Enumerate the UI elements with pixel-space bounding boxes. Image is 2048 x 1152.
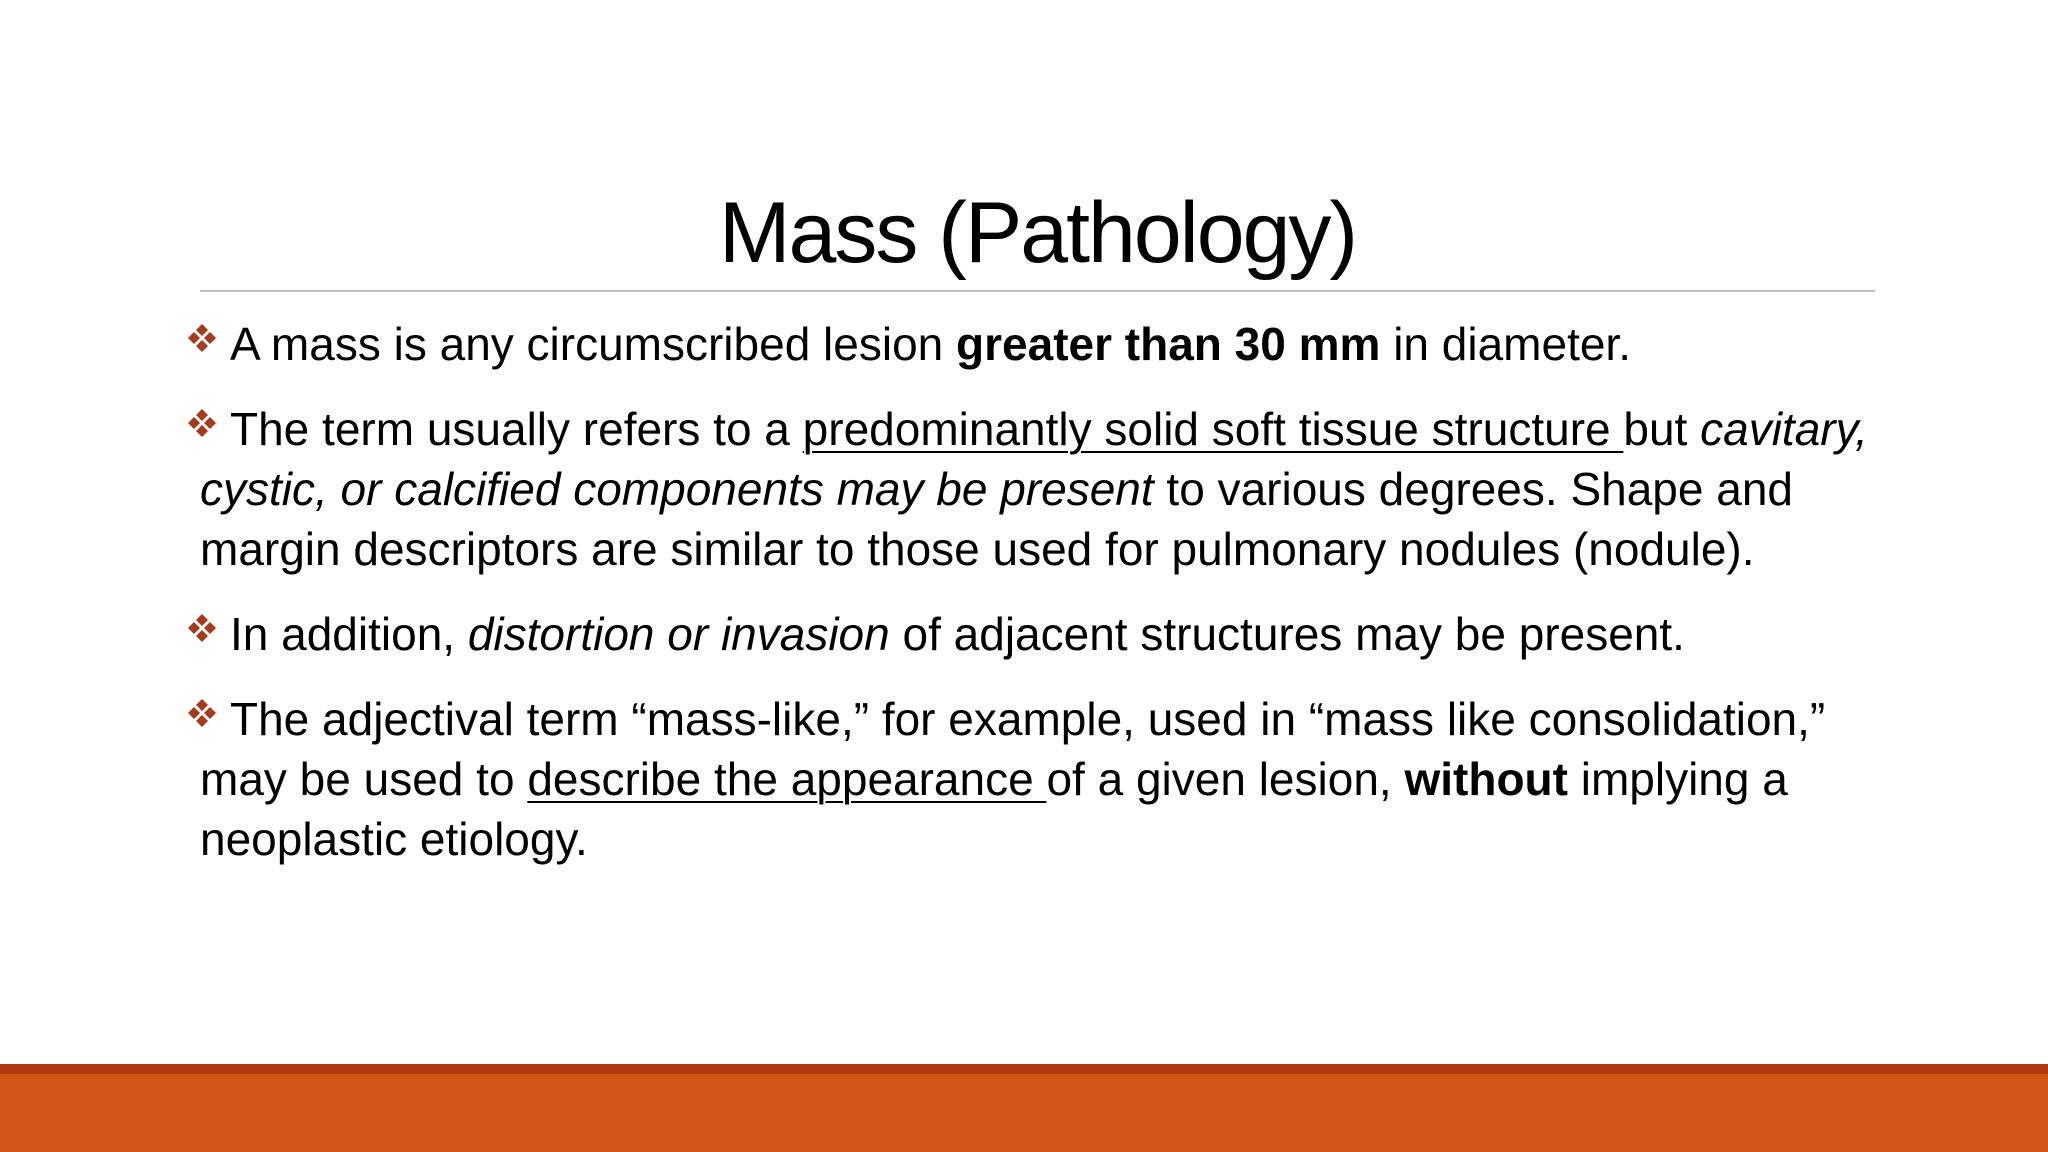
- bullet-underlined-text: describe the appearance: [527, 753, 1047, 805]
- bullet-italic-text: cavitary, cystic, or calcified components may be present: [200, 403, 1868, 515]
- slide-title: Mass (Pathology): [718, 185, 1357, 281]
- bullet-item: [188, 604, 1888, 664]
- bullet-text: A mass is any circumscribed lesion: [230, 318, 957, 370]
- bullet-text: of adjacent structures may be present.: [889, 608, 1685, 660]
- bullet-item: [188, 689, 1888, 869]
- bullet-italic-text: distortion or invasion: [467, 608, 890, 660]
- bullet-text: The term usually refers to a: [230, 403, 803, 455]
- four-diamond-icon: [188, 611, 228, 651]
- bullet-text: to various degrees. Shape and margin descriptors are similar to those used for pulmonary nodules (nodule).: [200, 463, 1793, 575]
- four-diamond-icon: [188, 321, 228, 361]
- title-divider: [200, 290, 1875, 292]
- bullet-item: [188, 314, 1888, 374]
- bullet-item: [188, 399, 1888, 579]
- bullet-text: of a given lesion,: [1046, 753, 1405, 805]
- bullet-bold-text: without: [1404, 753, 1568, 805]
- footer-bar-edge: [0, 1064, 2048, 1074]
- bullet-text: In addition,: [230, 608, 468, 660]
- bullet-list: [188, 314, 1888, 894]
- bullet-text: implying a neoplastic etiology.: [200, 753, 1788, 865]
- four-diamond-icon: [188, 406, 228, 446]
- bullet-text: The adjectival term “mass-like,” for example, used in “mass like consolidation,” may be used to: [200, 693, 1826, 805]
- footer-bar: [0, 1074, 2048, 1152]
- bullet-underlined-text: predominantly solid soft tissue structure: [802, 403, 1624, 455]
- bullet-bold-text: greater than 30 mm: [956, 318, 1381, 370]
- bullet-text: in diameter.: [1380, 318, 1631, 370]
- bullet-text: but: [1623, 403, 1701, 455]
- four-diamond-icon: [188, 696, 228, 736]
